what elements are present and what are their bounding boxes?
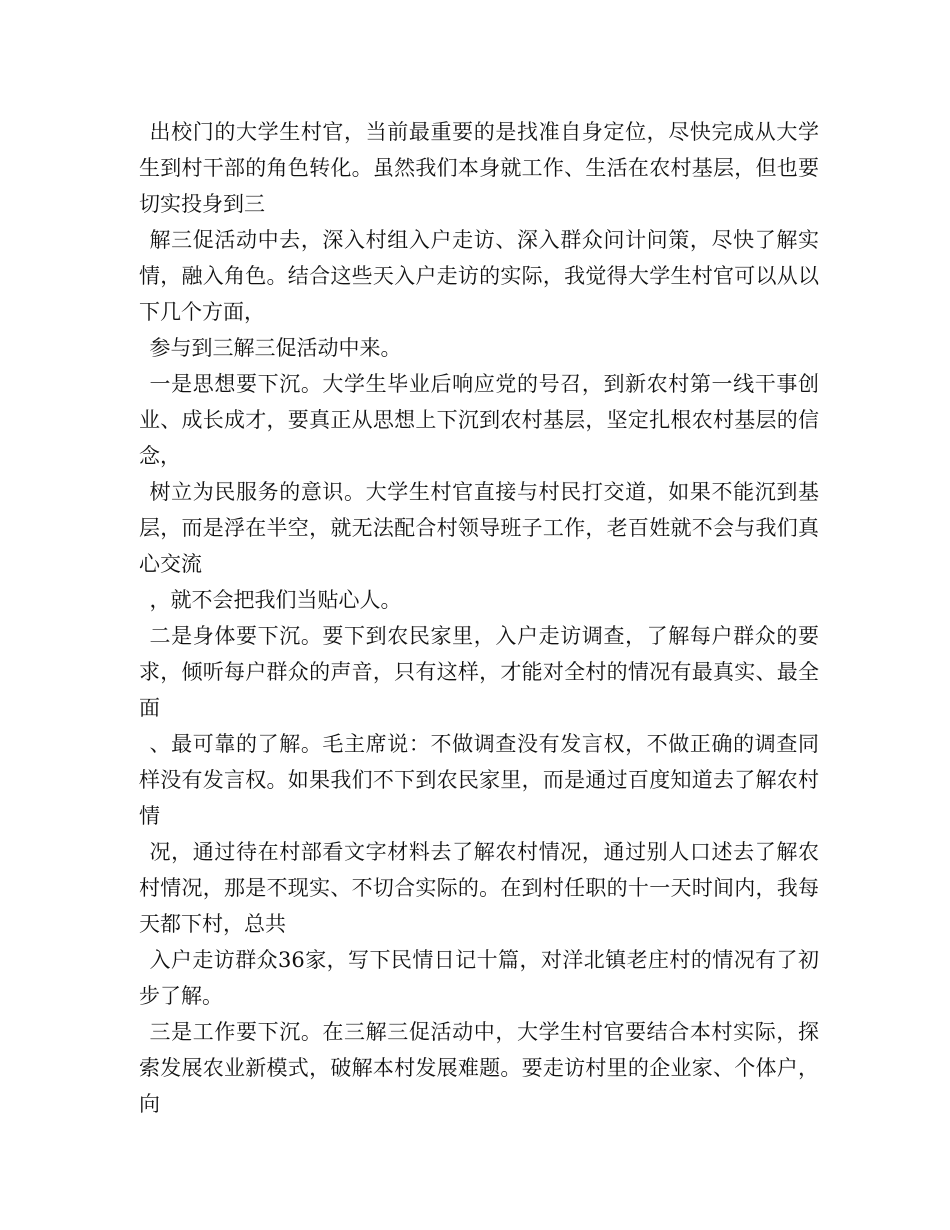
- paragraph-5: 树立为民服务的意识。大学生村官直接与村民打交道，如果不能沉到基层，而是浮在半空，就无法配合村领导班子工作，老百姓就不会与我们真心交流: [139, 480, 819, 576]
- paragraph-7: 二是身体要下沉。要下到农民家里，入户走访调查，了解每户群众的要求，倾听每户群众的声音，只有这样，才能对全村的情况有最真实、最全面: [139, 624, 819, 720]
- document-body: [139, 114, 819, 1122]
- paragraph-6: ，就不会把我们当贴心人。: [149, 588, 402, 612]
- paragraph-2: 解三促活动中去，深入村组入户走访、深入群众问计问策，尽快了解实情，融入角色。结合这些天入户走访的实际，我觉得大学生村官可以从以下几个方面，: [139, 228, 819, 324]
- paragraph-9: 况，通过待在村部看文字材料去了解农村情况，通过别人口述去了解农村情况，那是不现实、不切合实际的。在到村任职的十一天时间内，我每天都下村，总共: [139, 840, 819, 936]
- paragraph-11: 三是工作要下沉。在三解三促活动中，大学生村官要结合本村实际，探索发展农业新模式，破解本村发展难题。要走访村里的企业家、个体户，向: [139, 1020, 819, 1116]
- paragraph-3: 参与到三解三促活动中来。: [149, 336, 402, 360]
- paragraph-10: 入户走访群众36家，写下民情日记十篇，对洋北镇老庄村的情况有了初步了解。: [139, 948, 819, 1008]
- paragraph-4: 一是思想要下沉。大学生毕业后响应党的号召，到新农村第一线干事创业、成长成才，要真正从思想上下沉到农村基层，坚定扎根农村基层的信念，: [139, 372, 819, 468]
- paragraph-1: 出校门的大学生村官，当前最重要的是找准自身定位，尽快完成从大学生到村干部的角色转化。虽然我们本身就工作、生活在农村基层，但也要切实投身到三: [139, 120, 819, 216]
- paragraph-8: 、最可靠的了解。毛主席说：不做调查没有发言权，不做正确的调查同样没有发言权。如果我们不下到农民家里，而是通过百度知道去了解农村情: [139, 732, 819, 828]
